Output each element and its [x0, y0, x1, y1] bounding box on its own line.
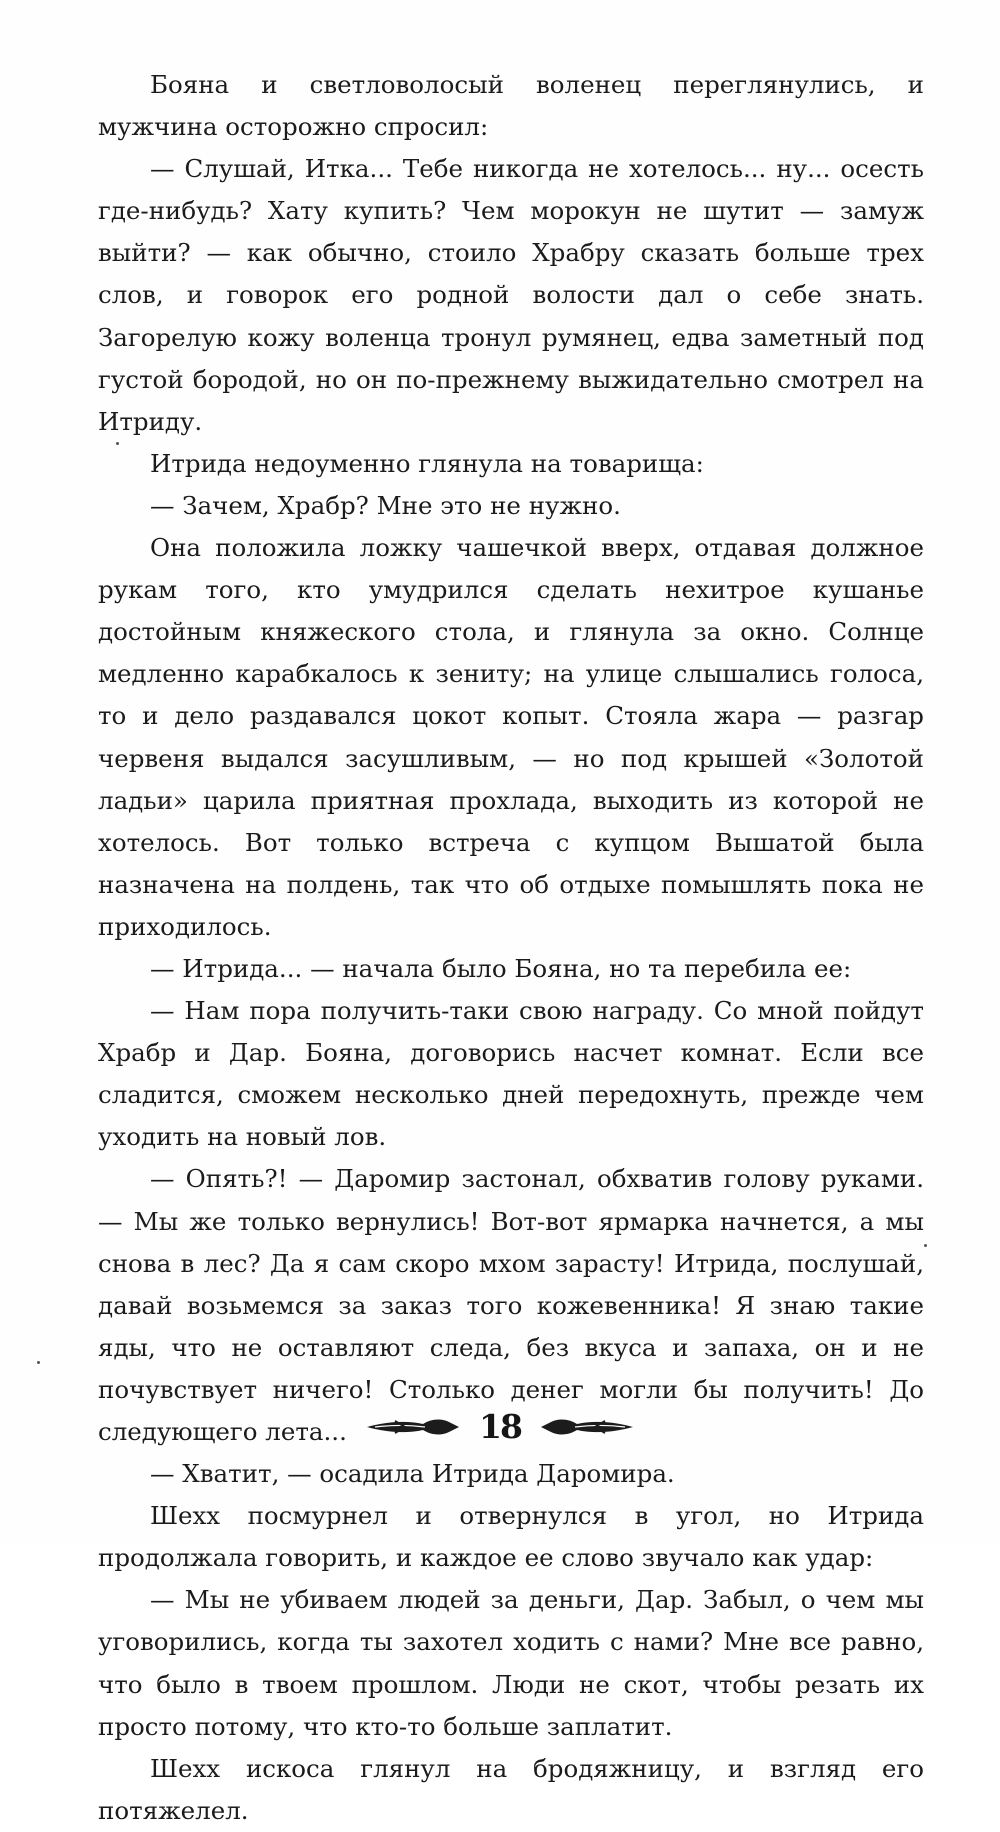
right-ornament-icon	[539, 1416, 635, 1438]
paragraph: Шехх посмурнел и отвернулся в угол, но Итрида продолжала говорить, и каждое ее слово звучало как удар:	[98, 1501, 924, 1573]
paragraph: — Зачем, Храбр? Мне это не нужно.	[150, 490, 621, 520]
scan-speck	[37, 1361, 40, 1364]
body-text	[98, 64, 924, 1832]
page-number: 18	[479, 1407, 521, 1446]
paragraph: — Опять?! — Даромир застонал, обхватив голову руками. — Мы же только вернулись! Вот-вот ярмарка начнется, а мы снова в лес? Да я сам скоро мхом зарасту! Итрида, послушай, давай возьмемся за заказ того кожевенника! Я знаю такие яды, что не оставляют следа, без вкуса и запаха, он и не почувствует ничего! Столько денег могли бы получить! До следующего лета...	[98, 1164, 924, 1446]
paragraph: — Хватит, — осадила Итрида Даромира.	[150, 1459, 675, 1489]
scan-speck	[924, 1244, 927, 1247]
paragraph: — Итрида... — начала было Бояна, но та перебила ее:	[150, 953, 852, 983]
paragraph: — Нам пора получить-таки свою награду. Со мной пойдут Храбр и Дар. Бояна, договорись насчет комнат. Если все сладится, сможем несколько дней передохнуть, прежде чем уходить на новый лов.	[98, 996, 924, 1152]
paragraph: — Слушай, Итка... Тебе никогда не хотелось... ну... осесть где-нибудь? Хату купить? Чем морокун не шутит — замуж выйти? — как обычно, стоило Храбру сказать больше трех слов, и говорок его родной волости дал о себе знать. Загорелую кожу воленца тронул румянец, едва заметный под густой бородой, но он по-прежнему выжидательно смотрел на Итриду.	[98, 154, 924, 436]
paragraph: — Мы не убиваем людей за деньги, Дар. Забыл, о чем мы уговорились, когда ты захотел ходить с нами? Мне все равно, что было в твоем прошлом. Люди не скот, чтобы резать их просто потому, что кто-то больше заплатит.	[98, 1585, 924, 1741]
paragraph: Она положила ложку чашечкой вверх, отдавая должное рукам того, кто умудрился сделать нехитрое кушанье достойным княжеского стола, и глянула за окно. Солнце медленно карабкалось к зениту; на улице слышались голоса, то и дело раздавался цокот копыт. Стояла жара — разгар червеня выдался засушливым, — но под крышей «Золотой ладьи» царила приятная прохлада, выходить из которой не хотелось. Вот только встреча с купцом Вышатой была назначена на полдень, так что об отдыхе помышлять пока не приходилось.	[98, 533, 924, 941]
paragraph: Шехх искоса глянул на бродяжницу, и взгляд его потяжелел.	[98, 1753, 924, 1825]
page-footer	[0, 1407, 1000, 1451]
left-ornament-icon	[365, 1416, 461, 1438]
scan-speck	[116, 442, 119, 445]
paragraph: Итрида недоуменно глянула на товарища:	[150, 448, 704, 478]
paragraph: Бояна и светловолосый воленец переглянулись, и мужчина осторожно спросил:	[98, 70, 924, 142]
